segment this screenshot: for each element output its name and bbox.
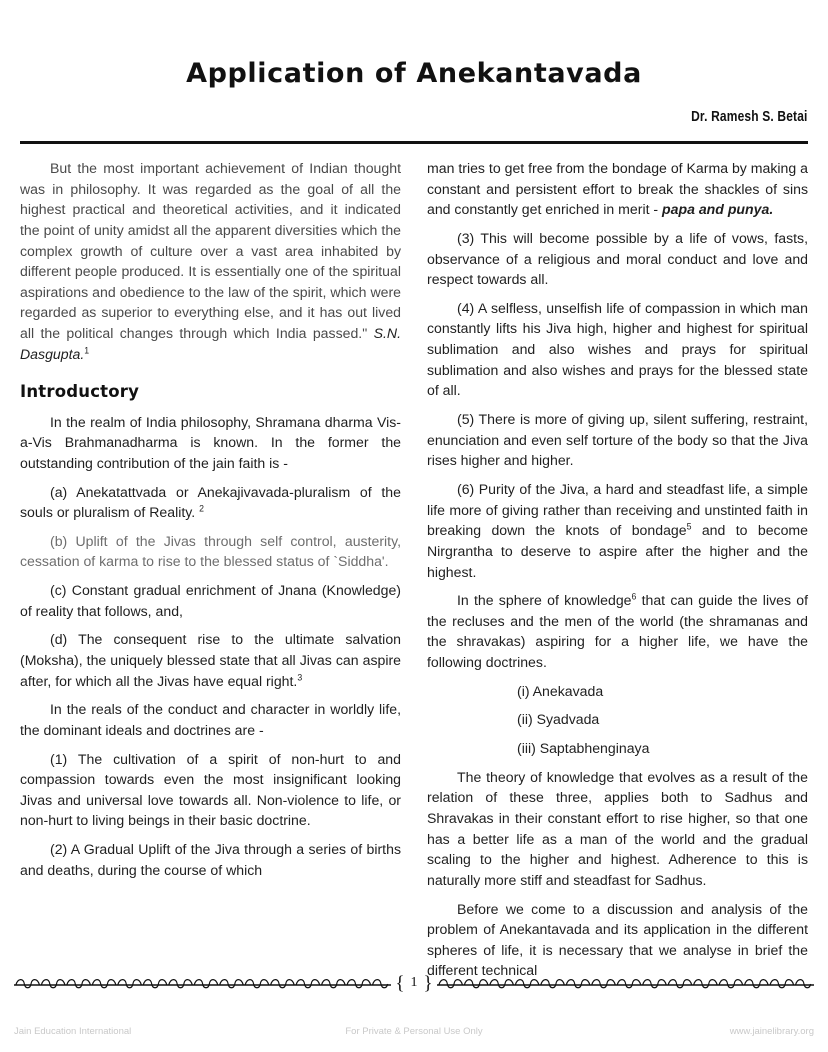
footer-usage-notice: For Private & Personal Use Only bbox=[345, 1025, 483, 1037]
footer-organization: Jain Education International bbox=[14, 1025, 132, 1037]
list-item-d-text: (d) The consequent rise to the ultimate salvation (Moksha), the uniquely blessed state that all Jivas can aspire after, for which all the Jivas have equal right. bbox=[20, 631, 401, 689]
two-column-body bbox=[20, 158, 808, 979]
footnote-marker-1: 1 bbox=[84, 345, 90, 356]
list-item-c: (c) Constant gradual enrichment of Jnana (Knowledge) of reality that follows, and, bbox=[20, 582, 401, 619]
ornamental-footer-rule bbox=[14, 968, 814, 998]
list-item-b: (b) Uplift of the Jivas through self control, austerity, cessation of karma to rise to the blessed status of `Siddha'. bbox=[20, 532, 401, 570]
list-item-d bbox=[20, 629, 401, 691]
left-column bbox=[20, 158, 401, 958]
ornament-right-icon bbox=[437, 972, 814, 994]
list-item-a bbox=[20, 482, 401, 523]
list-item-3: (3) This will become possible by a life of vows, fasts, observance of a religious and moral conduct and love and respect towards all. bbox=[427, 229, 808, 288]
page-header bbox=[0, 0, 828, 148]
page-number-brace-left: { bbox=[395, 972, 405, 994]
list-item-2: (2) A Gradual Uplift of the Jiva through a series of births and deaths, during the course of which bbox=[20, 841, 401, 878]
footnote-marker-5: 5 bbox=[686, 521, 692, 532]
list-item-6-text-a: (6) Purity of the Jiva, a hard and steadfast life, a simple life more of giving rather than receiving and unstinted faith in breaking down the knots of bondage bbox=[427, 480, 808, 539]
list-item-6 bbox=[427, 479, 808, 582]
list-item-2-continued bbox=[427, 158, 808, 220]
author-byline: Dr. Ramesh S. Betai bbox=[691, 108, 808, 125]
list-item-4: (4) A selfless, unselfish life of compassion in which man constantly lifts his Jiva high, higher and highest for spiritual sublimation and also wishes and prays for spiritual sublimation and also wishes and prays for the blessed state of all. bbox=[427, 299, 808, 399]
section-heading-introductory: Introductory bbox=[20, 382, 140, 402]
paragraph-sphere-of-knowledge bbox=[427, 590, 808, 673]
right-column bbox=[427, 158, 808, 979]
page-title: Application of Anekantavada bbox=[186, 58, 642, 89]
footnote-marker-2: 2 bbox=[199, 503, 204, 514]
scan-footer bbox=[14, 1021, 814, 1041]
doctrine-item-i: (i) Anekavada bbox=[517, 682, 604, 699]
footnote-marker-6: 6 bbox=[631, 591, 637, 602]
list-item-a-text: (a) Anekatattvada or Anekajivavada-pluralism of the souls or pluralism of Reality. bbox=[20, 483, 401, 521]
paragraph-theory-of-knowledge: The theory of knowledge that evolves as a result of the relation of these three, applies both to Sadhus and Shravakas in their constant effort to rise higher, so that one has a better life as a man of the world and the gradual scaling to the higher and highest. Adherence to this is naturally more stiff and steadfast for Sadhus. bbox=[427, 768, 808, 888]
paragraph-introductory: In the realm of India philosophy, Shramana dharma Vis-a-Vis Brahmanadharma is known. In the former the outstanding contribution of the jain faith is - bbox=[20, 413, 401, 471]
knowledge-text-b: that can guide the lives of the recluses and the men of the world (the shramanas and the shravakas) aspiring for a higher life, we have the following doctrines. bbox=[427, 592, 808, 671]
paragraph-before-discussion: Before we come to a discussion and analysis of the problem of Anekantavada and its application in the different spheres of life, it is necessary that we analyse in brief the different technical bbox=[427, 900, 808, 979]
quote-citation: S.N. Dasgupta. bbox=[20, 325, 401, 362]
list-item-6-text-b: and to become Nirgrantha to deserve to aspire after the higher and the highest. bbox=[427, 522, 808, 580]
doctrine-item-iii: (iii) Saptabhenginaya bbox=[517, 740, 650, 757]
page-number: 1 bbox=[410, 975, 418, 990]
page-number-brace-right: } bbox=[423, 972, 433, 994]
footnote-marker-3: 3 bbox=[297, 671, 303, 682]
header-divider-rule bbox=[20, 141, 808, 144]
paragraph-quote bbox=[20, 158, 401, 364]
list-item-2-continued-text: man tries to get free from the bondage of Karma by making a constant and persistent effort to break the shackles of sins and constantly get enriched in merit - bbox=[427, 160, 808, 218]
list-item-1: (1) The cultivation of a spirit of non-hurt to and compassion towards even the most insignificant looking Jivas and universal love towards all. Non-violence to life, or non-hurt to living beings in their basic doctrine. bbox=[20, 750, 401, 829]
doctrine-item-ii: (ii) Syadvada bbox=[517, 711, 600, 728]
paragraph-conduct: In the reals of the conduct and character in worldly life, the dominant ideals and doctrines are - bbox=[20, 701, 401, 738]
list-item-5: (5) There is more of giving up, silent suffering, restraint, enunciation and even self torture of the body so that the Jiva rises higher and higher. bbox=[427, 411, 808, 469]
quote-text: But the most important achievement of Indian thought was in philosophy. It was regarded as the goal of all the highest practical and theoretical activities, and it indicated the point of unity amidst all the apparent diversities which the complex growth of culture over a vast area inhabited by different people produced. It is essentially one of the spiritual aspirations and obedience to the law of the spirit, which were regarded as superior to everything else, and it has out lived all the political changes through which India passed." bbox=[20, 160, 401, 342]
emphasis-papa-punya: papa and punya. bbox=[662, 201, 774, 218]
knowledge-text-a: In the sphere of knowledge bbox=[457, 592, 632, 609]
ornament-left-icon bbox=[14, 972, 391, 994]
footer-website[interactable]: www.jainelibrary.org bbox=[729, 1025, 814, 1037]
